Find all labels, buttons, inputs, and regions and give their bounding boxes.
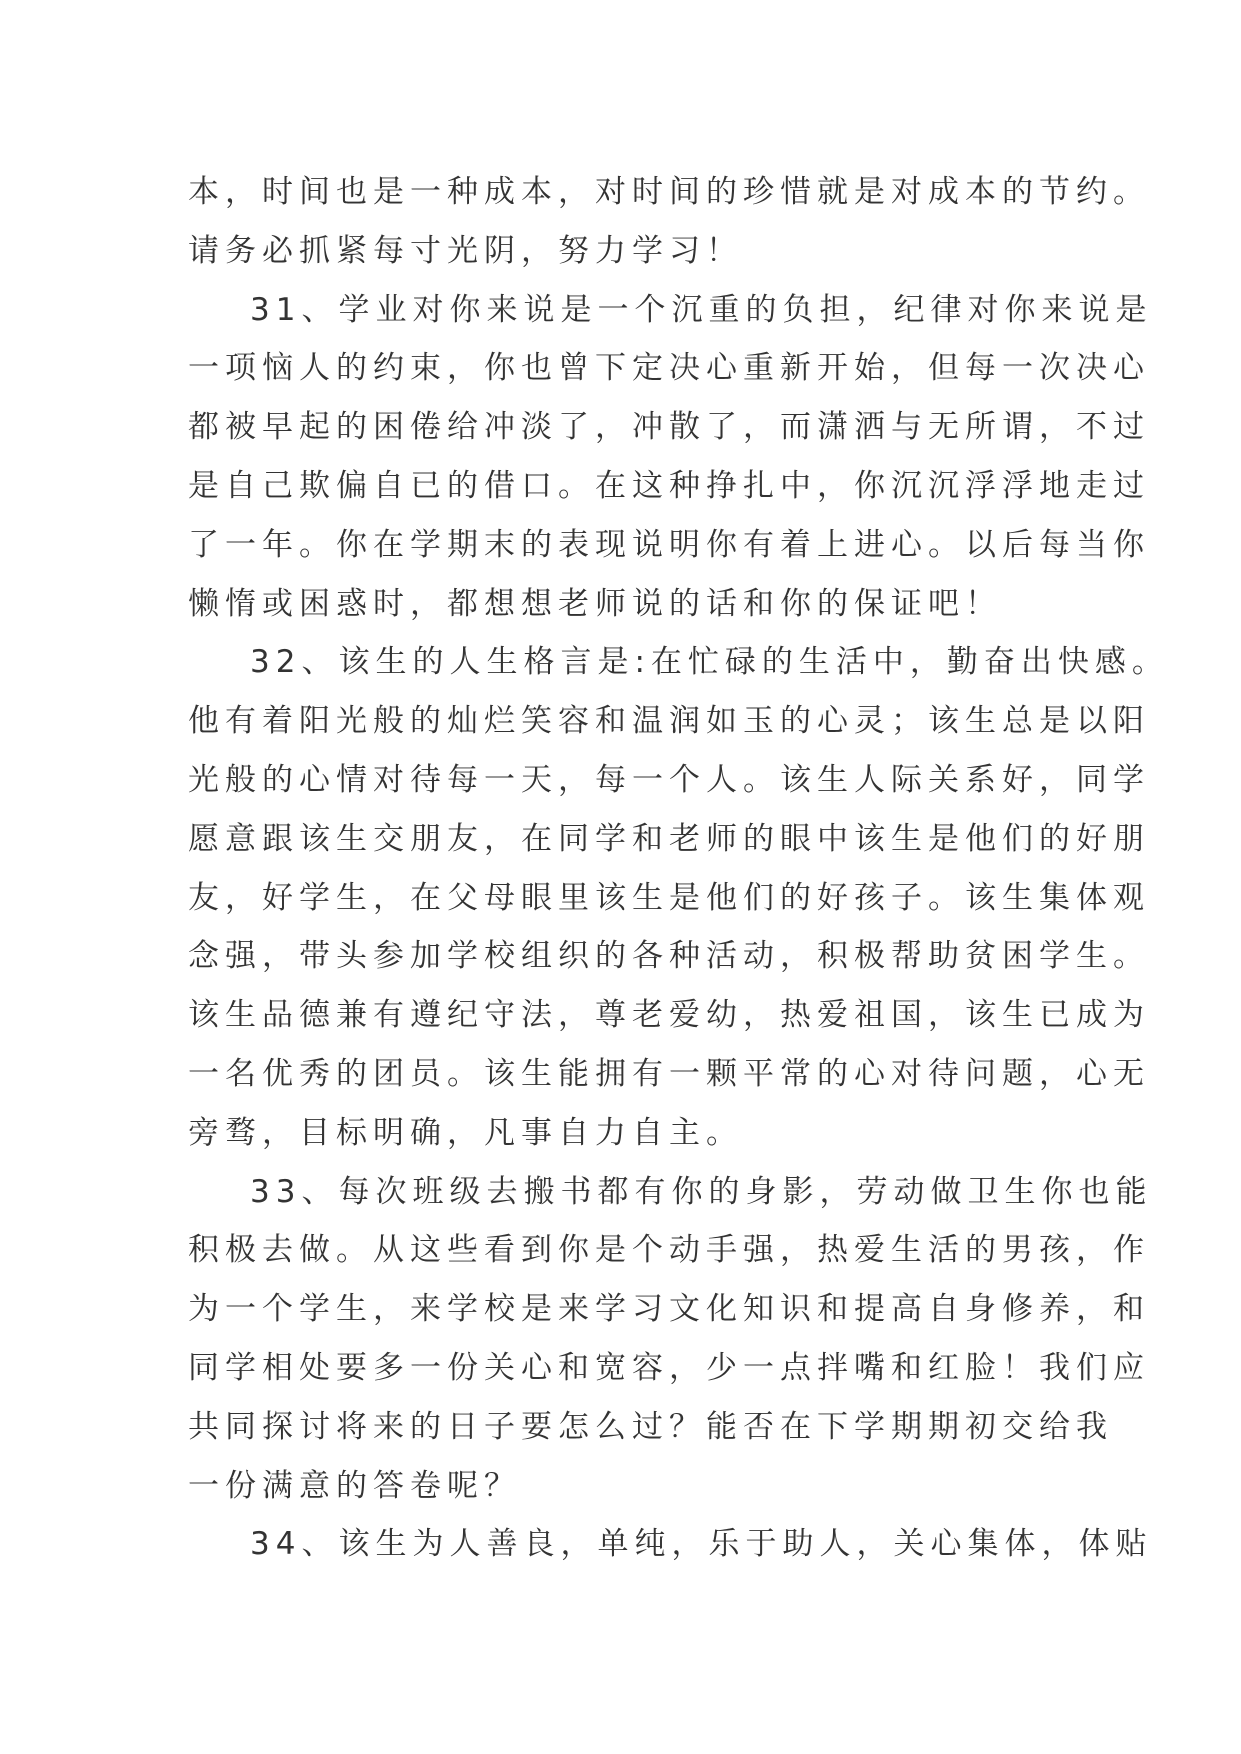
text-line: 该生品德兼有遵纪守法，尊老爱幼，热爱祖国，该生已成为 — [188, 997, 1150, 1034]
text-line: 本，时间也是一种成本，对时间的珍惜就是对成本的节约。 — [188, 174, 1150, 210]
text-line: 一项恼人的约束，你也曾下定决心重新开始，但每一次决心 — [188, 350, 1150, 387]
text-line: 34、该生为人善良，单纯，乐于助人，关心集体，体贴 — [250, 1526, 1153, 1563]
text-line: 积极去做。从这些看到你是个动手强，热爱生活的男孩，作 — [188, 1232, 1150, 1269]
text-line: 请务必抓紧每寸光阴，努力学习！ — [188, 232, 743, 269]
text-line: 一份满意的答卷呢？ — [188, 1467, 521, 1504]
text-line: 都被早起的困倦给冲淡了，冲散了，而潇洒与无所谓，不过 — [188, 409, 1150, 446]
text-line: 为一个学生，来学校是来学习文化知识和提高自身修养，和 — [188, 1291, 1150, 1328]
text-line: 31、学业对你来说是一个沉重的负担，纪律对你来说是 — [250, 291, 1153, 328]
text-line: 念强，带头参加学校组织的各种活动，积极帮助贫困学生。 — [188, 938, 1150, 975]
text-line: 33、每次班级去搬书都有你的身影，劳动做卫生你也能 — [250, 1173, 1153, 1210]
text-line: 是自己欺偏自已的借口。在这种挣扎中，你沉沉浮浮地走过 — [188, 467, 1150, 504]
text-line: 共同探讨将来的日子要怎么过？能否在下学期期初交给我 — [188, 1408, 1113, 1445]
text-line: 他有着阳光般的灿烂笑容和温润如玉的心灵；该生总是以阳 — [188, 703, 1150, 740]
text-line: 32、该生的人生格言是:在忙碌的生活中，勤奋出快感。 — [250, 644, 1169, 681]
text-line: 友，好学生，在父母眼里该生是他们的好孩子。该生集体观 — [188, 879, 1150, 916]
text-line: 同学相处要多一份关心和宽容，少一点拌嘴和红脸！我们应 — [188, 1349, 1150, 1386]
text-line: 了一年。你在学期末的表现说明你有着上进心。以后每当你 — [188, 526, 1150, 563]
text-line: 愿意跟该生交朋友，在同学和老师的眼中该生是他们的好朋 — [188, 820, 1150, 857]
text-line: 一名优秀的团员。该生能拥有一颗平常的心对待问题，心无 — [188, 1055, 1150, 1092]
text-line: 懒惰或困惑时，都想想老师说的话和你的保证吧！ — [188, 585, 1002, 622]
text-line: 旁骛，目标明确，凡事自力自主。 — [188, 1114, 743, 1151]
text-line: 光般的心情对待每一天，每一个人。该生人际关系好，同学 — [188, 761, 1150, 798]
document-body-text — [188, 163, 1169, 1574]
